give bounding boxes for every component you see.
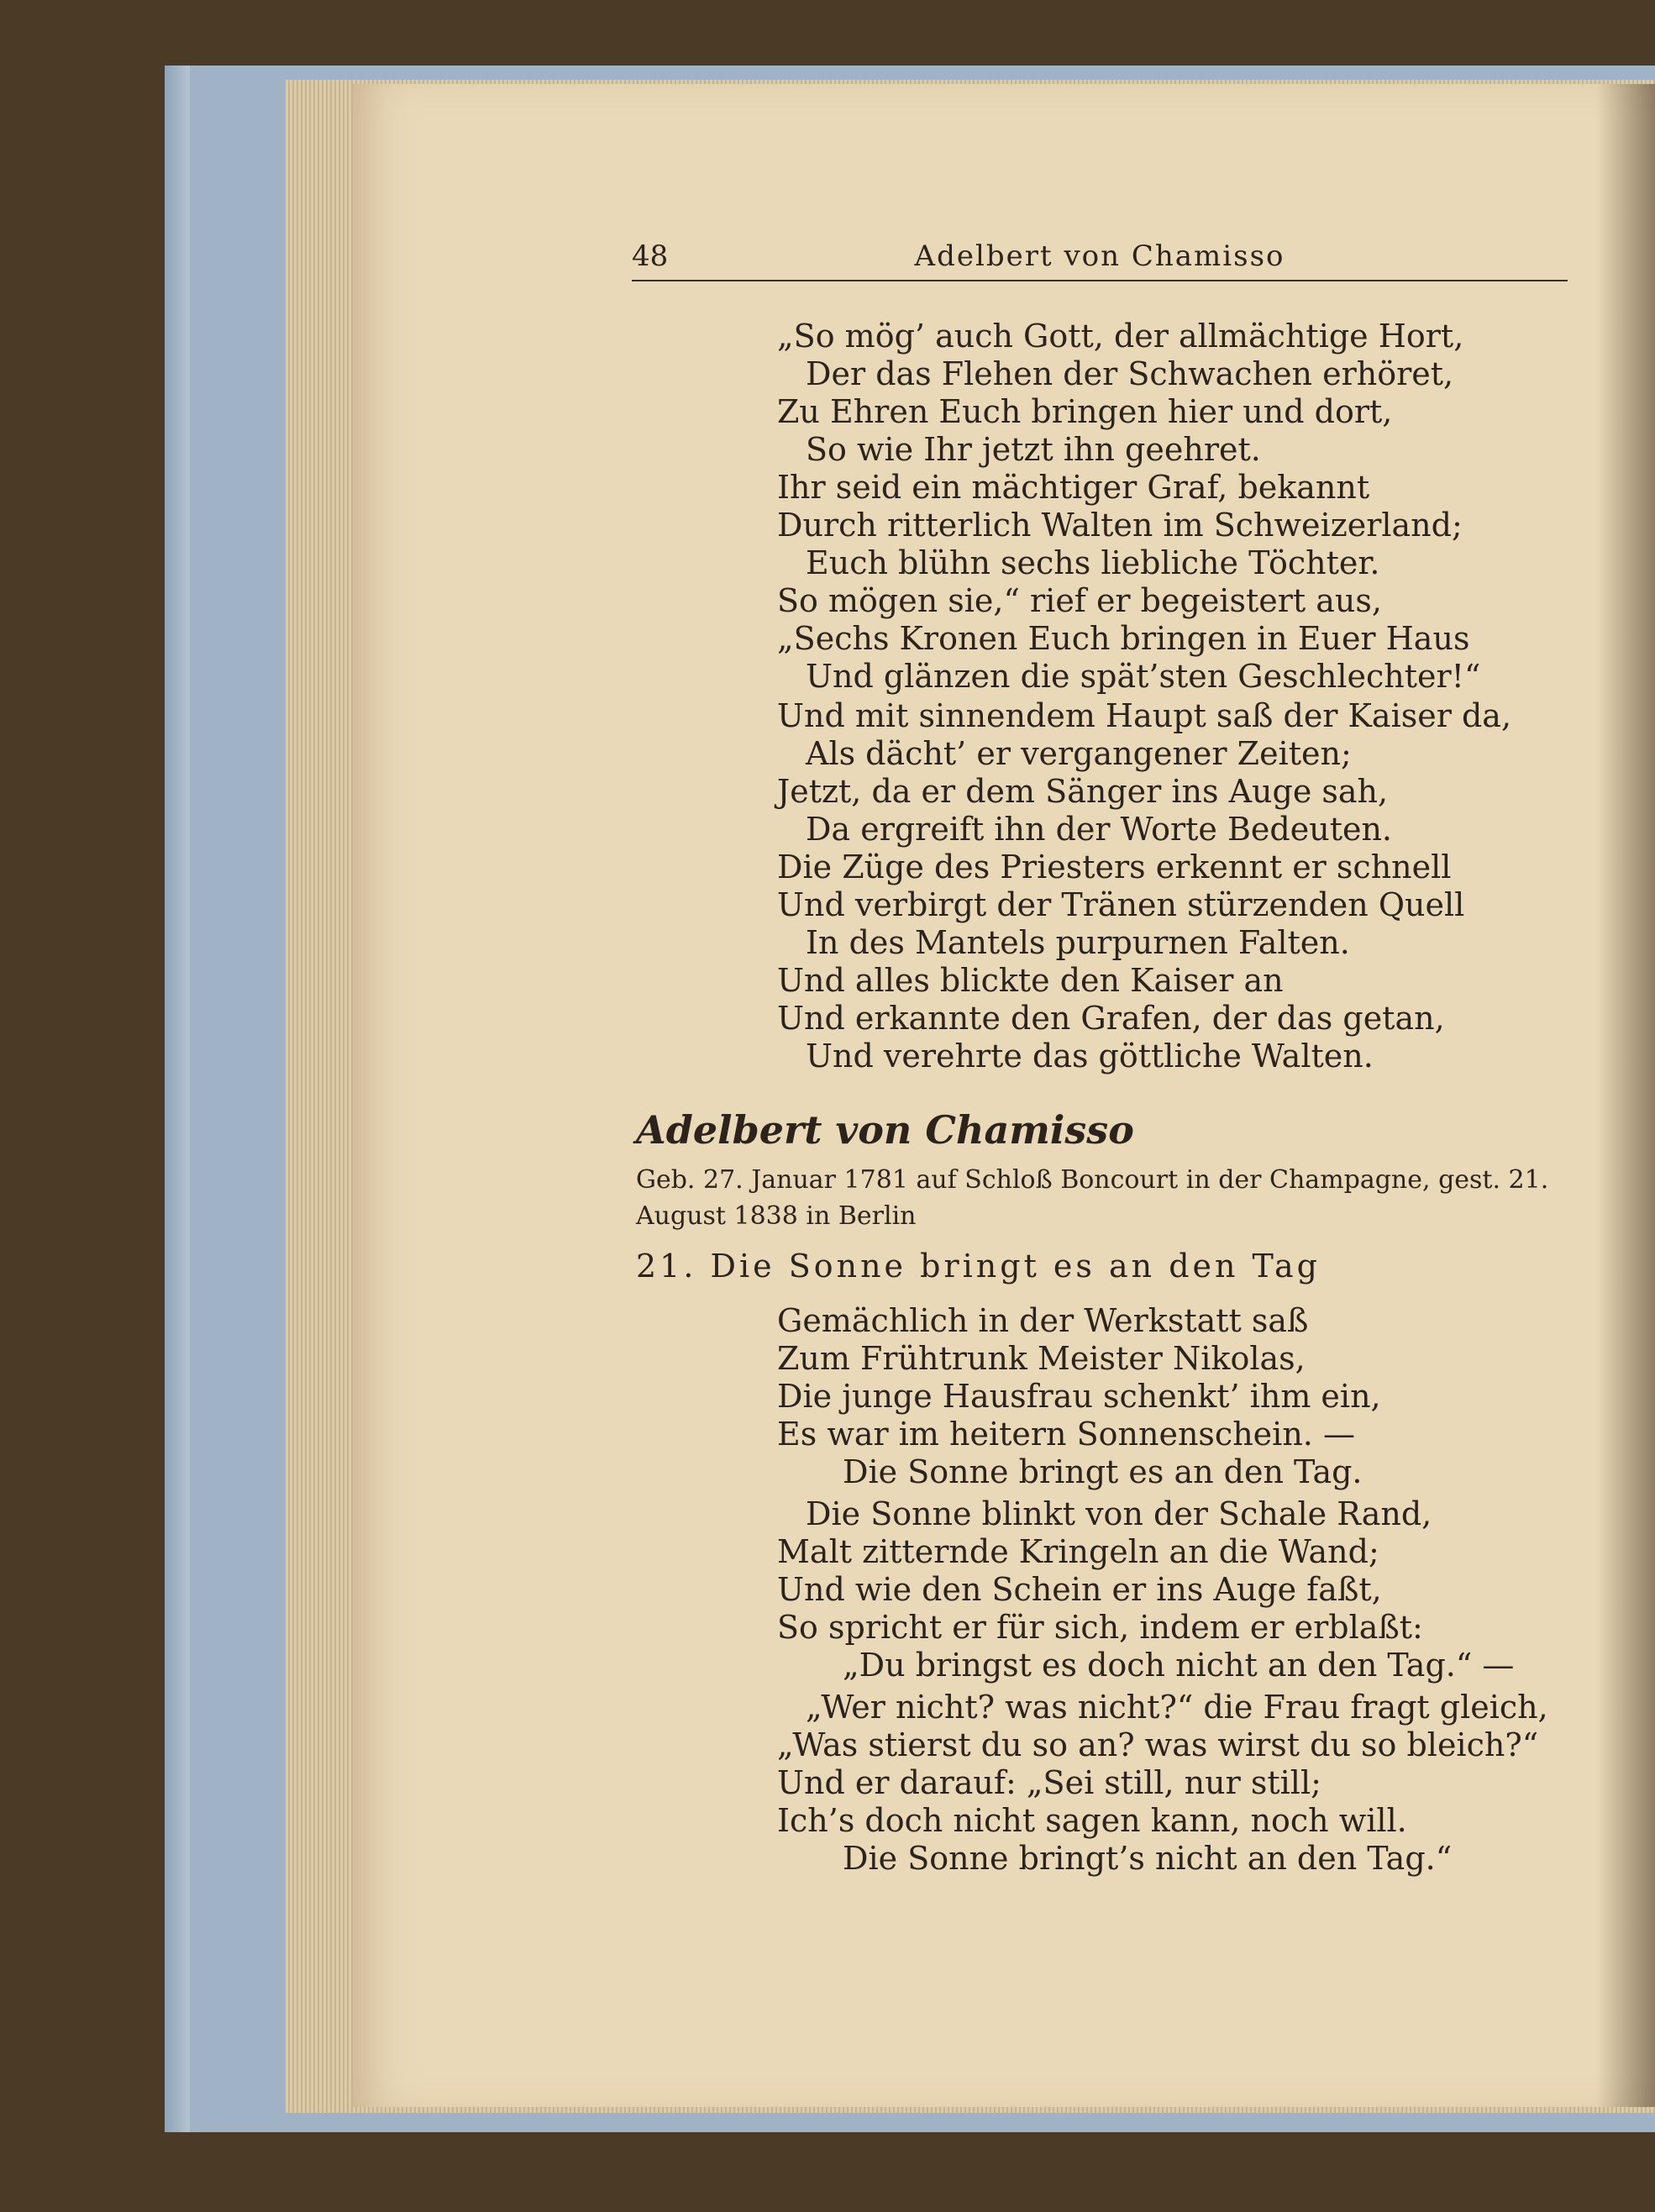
verse-line: Die Züge des Priesters erkennt er schnell xyxy=(777,849,1452,885)
verse-line: So spricht er für sich, indem er erblaßt: xyxy=(777,1609,1423,1646)
verse-line: Da ergreift ihn der Worte Bedeuten. xyxy=(806,811,1393,848)
cover-spine-edge xyxy=(165,66,190,2132)
verse-line: „Wer nicht? was nicht?“ die Frau fragt gleich, xyxy=(806,1689,1548,1726)
running-title: Adelbert von Chamisso xyxy=(914,239,1285,273)
poem-stanza-3 xyxy=(777,1689,1548,1878)
verse-line: Und mit sinnendem Haupt saß der Kaiser da, xyxy=(777,697,1512,734)
stanza-1 xyxy=(777,318,1480,696)
poem-stanza-1 xyxy=(777,1302,1381,1491)
verse-line: Und wie den Schein er ins Auge faßt, xyxy=(777,1571,1382,1608)
verse-line: Und alles blickte den Kaiser an xyxy=(777,962,1284,999)
verse-line refrain: „Du bringst es doch nicht an den Tag.“ — xyxy=(843,1647,1515,1684)
author-bio: Geb. 27. Januar 1781 auf Schloß Boncourt in der Champagne, gest. 21. August 1838 in Berlin xyxy=(636,1165,1549,1231)
verse-line: Ihr seid ein mächtiger Graf, bekannt xyxy=(777,469,1370,506)
verse-line: Ich’s doch nicht sagen kann, noch will. xyxy=(777,1802,1407,1839)
verse-line: „So mög’ auch Gott, der allmächtige Hort, xyxy=(777,318,1464,355)
verse-line: „Was stierst du so an? was wirst du so bleich?“ xyxy=(777,1726,1539,1763)
gutter-shadow xyxy=(1596,84,1655,2107)
verse-line: Und verehrte das göttliche Walten. xyxy=(806,1038,1374,1074)
verse-line: Und glänzen die spät’sten Geschlechter!“ xyxy=(806,658,1481,695)
verse-line: Jetzt, da er dem Sänger ins Auge sah, xyxy=(777,773,1389,810)
verse-line: Die Sonne blinkt von der Schale Rand, xyxy=(806,1495,1432,1532)
verse-line: Malt zitternde Kringeln an die Wand; xyxy=(777,1533,1379,1570)
verse-line: Durch ritterlich Walten im Schweizerland; xyxy=(777,507,1463,544)
verse-line refrain: Die Sonne bringt es an den Tag. xyxy=(843,1453,1363,1490)
page-header xyxy=(632,239,1568,281)
verse-line: So wie Ihr jetzt ihn geehret. xyxy=(806,431,1261,468)
verse-line: Und er darauf: „Sei still, nur still; xyxy=(777,1764,1321,1801)
verse-line: Es war im heitern Sonnenschein. — xyxy=(777,1416,1355,1453)
verse-line: In des Mantels purpurnen Falten. xyxy=(806,924,1350,961)
verse-line: Die junge Hausfrau schenkt’ ihm ein, xyxy=(777,1378,1381,1415)
stanza-2 xyxy=(777,697,1511,1075)
poem-stanza-2 xyxy=(777,1495,1514,1684)
verse-line: Gemächlich in der Werkstatt saß xyxy=(777,1302,1309,1339)
verse-line: Zu Ehren Euch bringen hier und dort, xyxy=(777,393,1393,430)
verse-line refrain: Die Sonne bringt’s nicht an den Tag.“ xyxy=(843,1840,1453,1877)
author-heading: Adelbert von Chamisso xyxy=(636,1107,1134,1153)
verse-line: Der das Flehen der Schwachen erhöret, xyxy=(806,355,1454,392)
verse-line: Zum Frühtrunk Meister Nikolas, xyxy=(777,1340,1306,1377)
page-number: 48 xyxy=(632,239,669,273)
verse-line: Als dächt’ er vergangener Zeiten; xyxy=(806,735,1352,772)
verse-line: Und verbirgt der Tränen stürzenden Quell xyxy=(777,886,1465,923)
verse-line: Euch blühn sechs liebliche Töchter. xyxy=(806,544,1380,581)
verse-line: „Sechs Kronen Euch bringen in Euer Haus xyxy=(777,620,1470,657)
verse-line: Und erkannte den Grafen, der das getan, xyxy=(777,1000,1445,1037)
poem-title: 21. Die Sonne bringt es an den Tag xyxy=(636,1248,1321,1285)
verse-line: So mögen sie,“ rief er begeistert aus, xyxy=(777,582,1382,619)
